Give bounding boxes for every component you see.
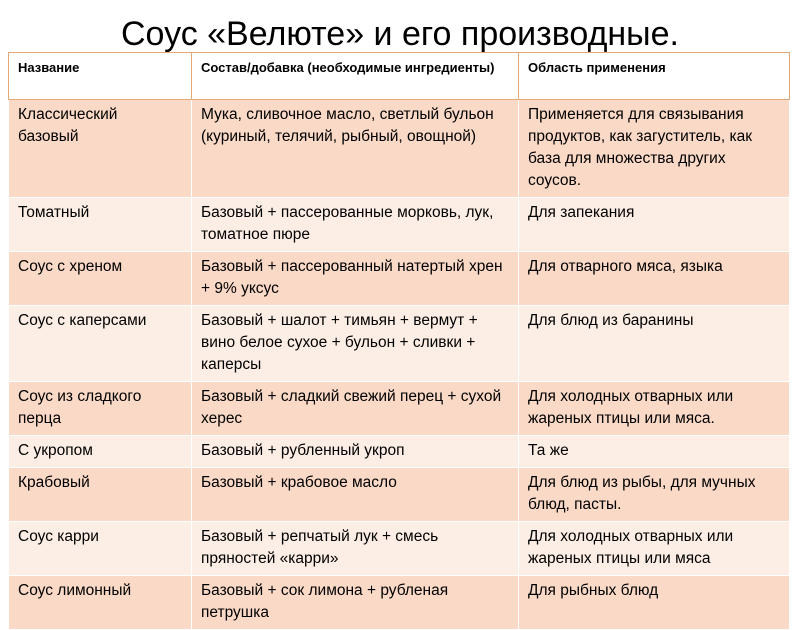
cell-composition: Базовый + крабовое масло [192, 468, 519, 522]
cell-composition: Базовый + пассерованный натертый хрен + 9% уксус [192, 252, 519, 306]
cell-usage: Для холодных отварных или жареных птицы или мяса [519, 522, 790, 576]
table-header-row [9, 53, 790, 100]
header-name: Название [9, 53, 192, 100]
cell-composition: Базовый + репчатый лук + смесь пряностей «карри» [192, 522, 519, 576]
table-row [9, 436, 790, 468]
cell-usage: Для блюд из баранины [519, 306, 790, 382]
cell-composition: Мука, сливочное масло, светлый бульон (куриный, телячий, рыбный, овощной) [192, 100, 519, 198]
cell-name: Томатный [9, 198, 192, 252]
table-row [9, 252, 790, 306]
cell-composition: Базовый + шалот + тимьян + вермут + вино белое сухое + бульон + сливки + каперсы [192, 306, 519, 382]
cell-usage: Для холодных отварных или жареных птицы или мяса. [519, 382, 790, 436]
cell-name: Соус с каперсами [9, 306, 192, 382]
cell-name: Соус с хреном [9, 252, 192, 306]
cell-name: Соус из сладкого перца [9, 382, 192, 436]
cell-usage: Для отварного мяса, языка [519, 252, 790, 306]
cell-usage: Для блюд из рыбы, для мучных блюд, пасты. [519, 468, 790, 522]
cell-composition: Базовый + сладкий свежий перец + сухой херес [192, 382, 519, 436]
cell-composition: Базовый + рубленный укроп [192, 436, 519, 468]
header-composition: Состав/добавка (необходимые ингредиенты) [192, 53, 519, 100]
table-row [9, 522, 790, 576]
cell-composition: Базовый + пассерованные морковь, лук, томатное пюре [192, 198, 519, 252]
cell-name: Соус карри [9, 522, 192, 576]
sauce-table [8, 52, 790, 630]
cell-usage: Для рыбных блюд [519, 576, 790, 630]
cell-name: Соус лимонный [9, 576, 192, 630]
cell-name: Крабовый [9, 468, 192, 522]
cell-usage: Та же [519, 436, 790, 468]
table-row [9, 306, 790, 382]
cell-composition: Базовый + сок лимона + рубленая петрушка [192, 576, 519, 630]
cell-name: Классический базовый [9, 100, 192, 198]
table-row [9, 382, 790, 436]
table-row [9, 100, 790, 198]
table-row [9, 576, 790, 630]
cell-name: С укропом [9, 436, 192, 468]
cell-usage: Применяется для связывания продуктов, как загуститель, как база для множества других соусов. [519, 100, 790, 198]
header-usage: Область применения [519, 53, 790, 100]
table-row [9, 468, 790, 522]
slide-title: Соус «Велюте» и его производные. [121, 15, 679, 53]
table-row [9, 198, 790, 252]
cell-usage: Для запекания [519, 198, 790, 252]
